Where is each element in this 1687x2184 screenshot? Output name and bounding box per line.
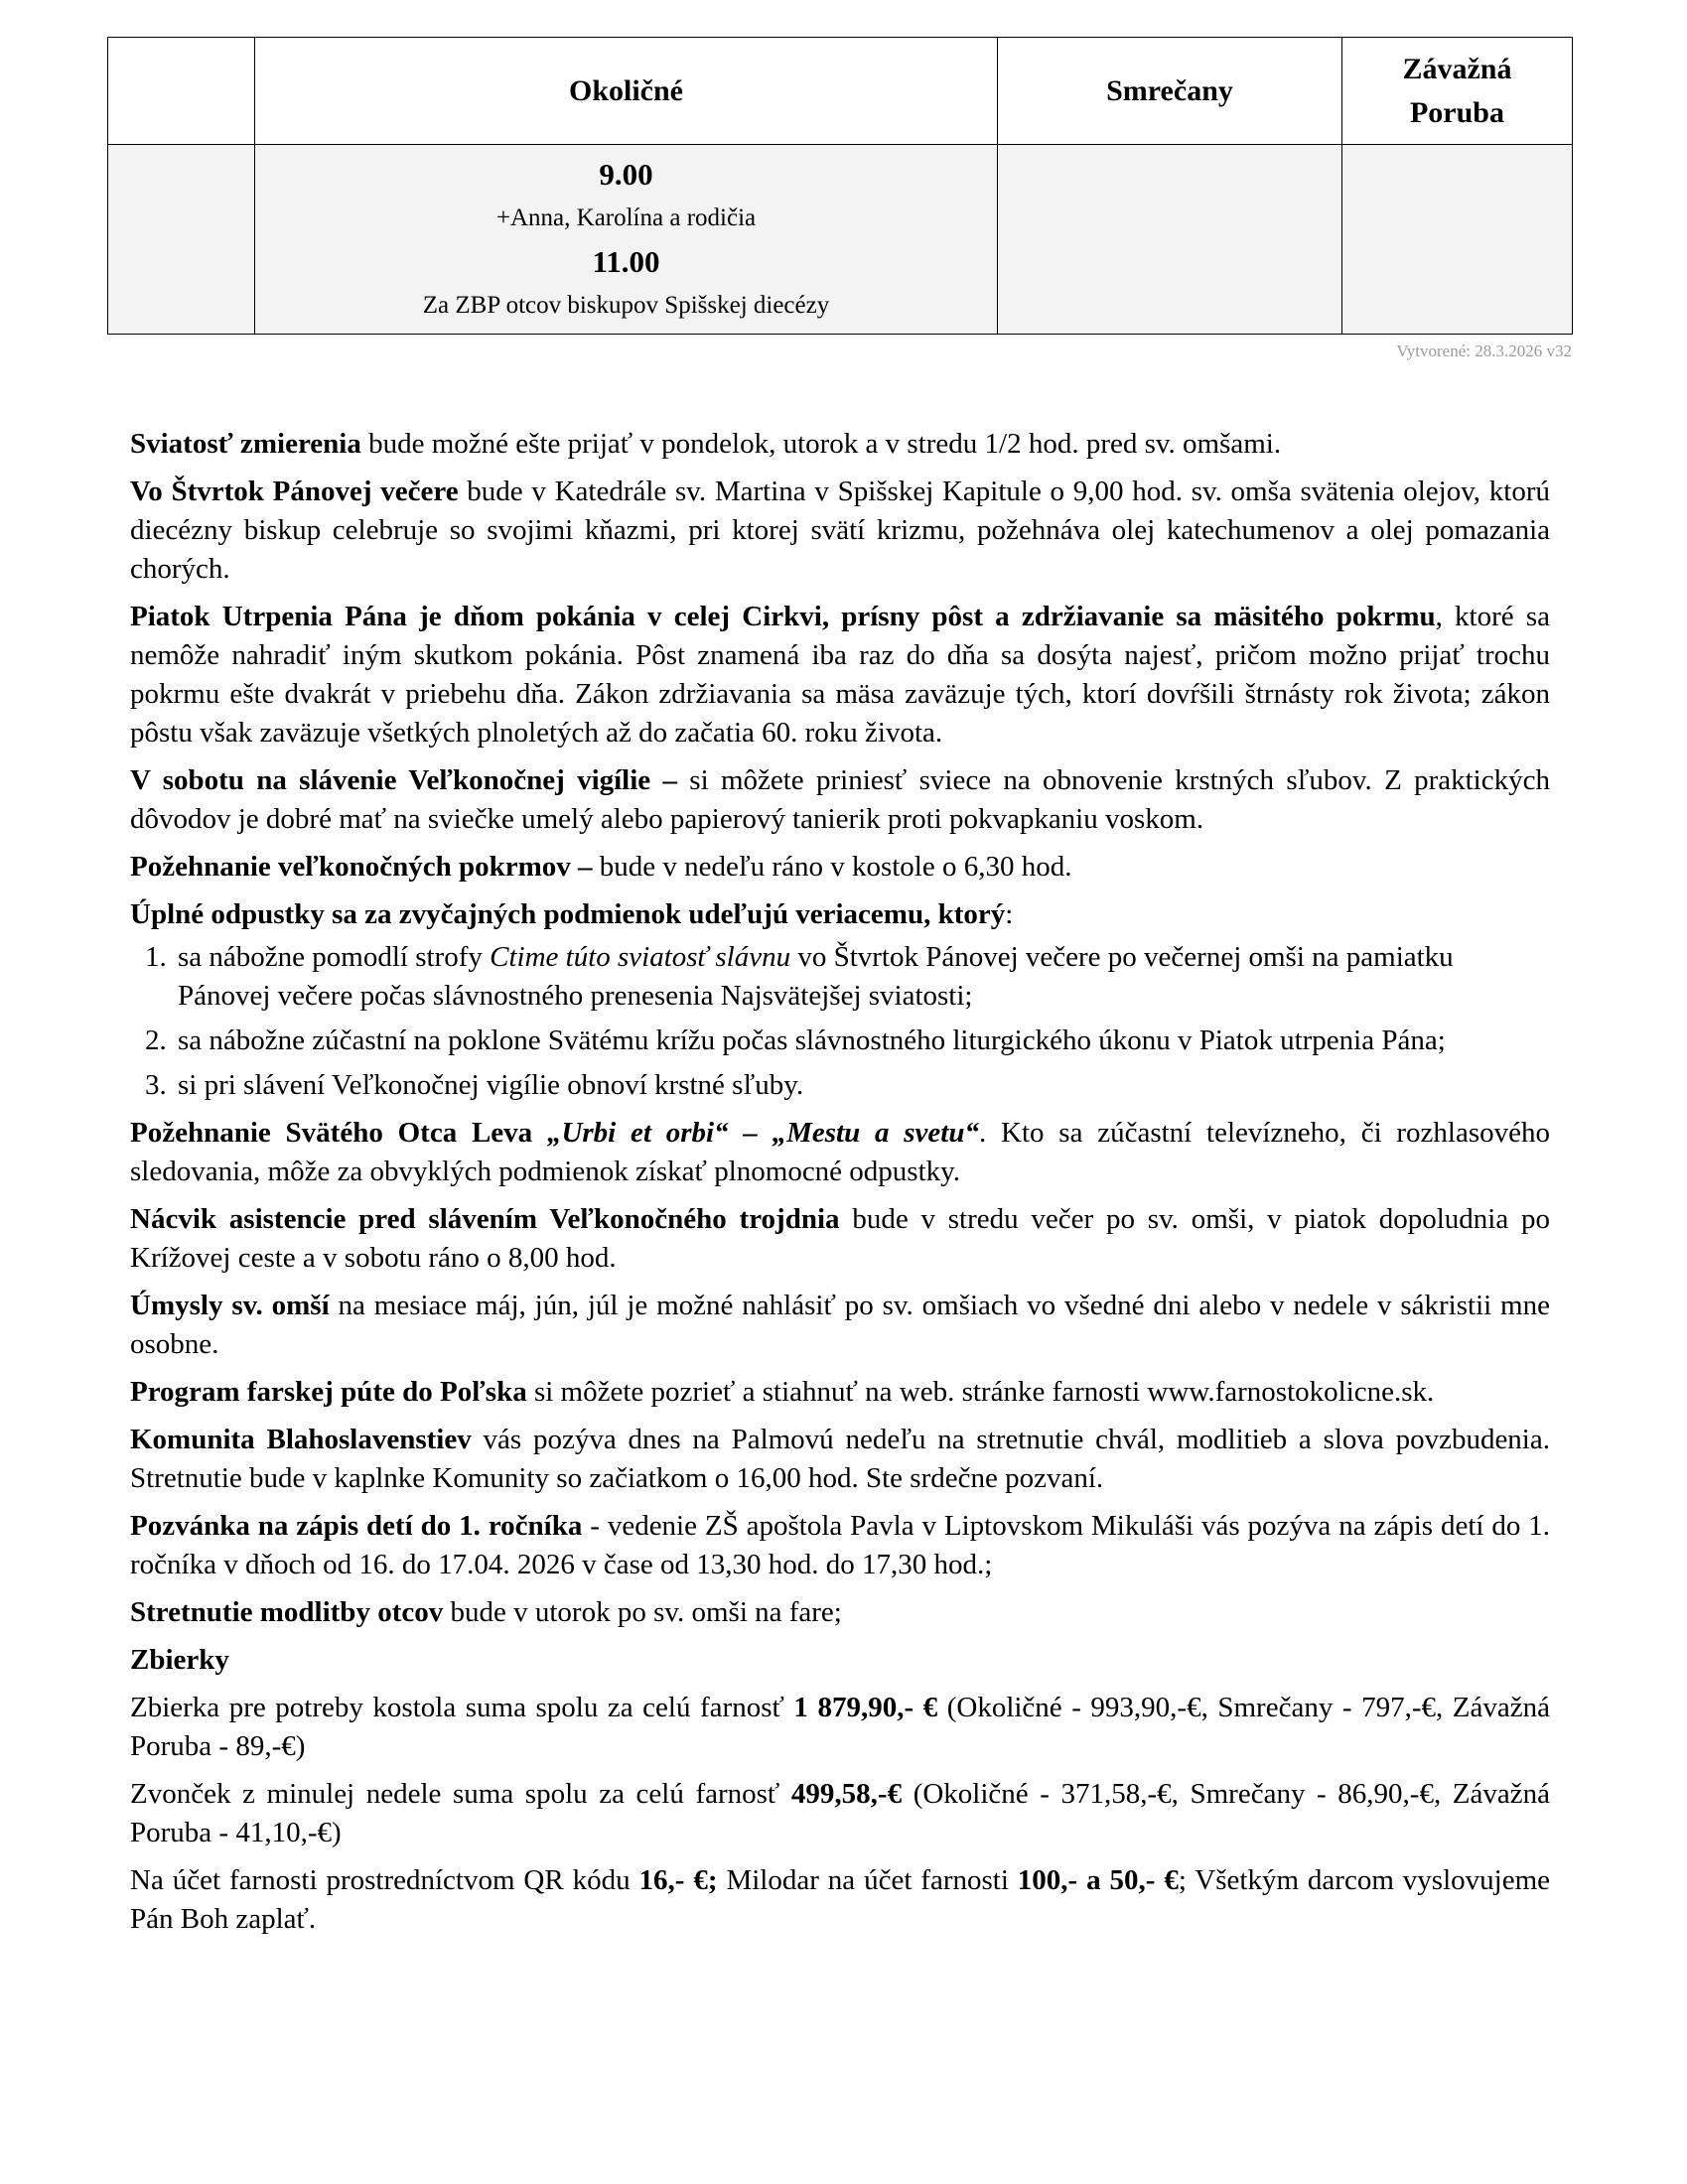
announcement-text: bude v nedeľu ráno v kostole o 6,30 hod. [592, 851, 1072, 883]
announcement-text: na mesiace máj, jún, júl je možné nahlásiť po sv. omšiach vo všedné dni alebo v nedele v sákristii mne osobne. [130, 1290, 1550, 1360]
list-item [174, 1022, 1550, 1060]
announcement-community [130, 1421, 1550, 1498]
announcement-text: bude v Katedrále sv. Martina v Spišskej Kapitule o 9,00 hod. sv. omša svätenia olejov, ktorú diecézny biskup celebruje so svojimi kňazmi, pri ktorej svätí krizmu, požehnáva olej katechumenov a olej pomazania chorých. [130, 476, 1550, 585]
indulgence-list [130, 938, 1550, 1105]
announcement-title: Vo Štvrtok Pánovej večere [130, 476, 459, 507]
announcement-indulgence [130, 895, 1550, 934]
announcement-title: Piatok Utrpenia Pána je dňom pokánia v celej Cirkvi, prísny pôst a zdržiavanie sa mäsitého pokrmu [130, 601, 1436, 632]
donation-amount: 16,- €; [638, 1864, 718, 1896]
announcement-school [130, 1507, 1550, 1584]
announcement-intentions [130, 1287, 1550, 1364]
announcement-title: Požehnanie Svätého Otca Leva [130, 1117, 547, 1149]
collection-text: Zvonček z minulej nedele suma spolu za celú farnosť [130, 1778, 791, 1810]
announcement-text: si môžete priniesť sviece na obnovenie krstných sľubov. Z praktických dôvodov je dobré mať na sviečke umelý alebo papierový tanierik proti pokvapkaniu voskom. [130, 764, 1550, 835]
list-item-text: si pri slávení Veľkonočnej vigílie obnoví krstné sľuby. [178, 1069, 804, 1101]
header-zavazna-poruba-label: Závažná Poruba [1402, 52, 1512, 129]
announcement-vigil [130, 761, 1550, 839]
mass-time: 11.00 [592, 244, 660, 279]
announcement-title: Sviatosť zmierenia [130, 428, 361, 460]
mass-intention: Za ZBP otcov biskupov Spišskej diecézy [422, 292, 830, 319]
collection-amount: 499,58,-€ [790, 1778, 903, 1810]
header-okolicne: Okoličné [255, 38, 998, 145]
okolicne-masses-cell [255, 145, 998, 335]
announcement-text: si môžete pozrieť a stiahnuť na web. stránke farnosti www.farnostokolicne.sk. [526, 1376, 1435, 1408]
collection-text: Zbierka pre potreby kostola suma spolu za celú farnosť [130, 1692, 794, 1723]
collection-text: (Okoličné - 371,58,-€, Smrečany - 86,90,-€, Závažná Poruba - 41,10,-€) [130, 1778, 1550, 1848]
list-item-text: sa nábožne pomodlí strofy [178, 941, 491, 973]
announcement-text: : [1005, 898, 1014, 930]
announcement-urbi-et-orbi [130, 1114, 1550, 1191]
announcement-thursday [130, 473, 1550, 589]
announcement-title: Požehnanie veľkonočných pokrmov – [130, 851, 593, 883]
announcement-fathers [130, 1593, 1550, 1632]
announcement-title: Úmysly sv. omší [130, 1290, 330, 1321]
announcement-text: vás pozýva dnes na Palmovú nedeľu na stretnutie chvál, modlitieb a slova povzbudenia. Stretnutie bude v kaplnke Komunity so začiatkom o 16,00 hod. Ste srdečne pozvaní. [130, 1424, 1550, 1494]
announcement-food-blessing [130, 848, 1550, 887]
day-cell [108, 145, 255, 335]
announcement-title: Úplné odpustky sa za zvyčajných podmienok udeľujú veriacemu, ktorý [130, 898, 1006, 930]
header-smrecany: Smrečany [998, 38, 1342, 145]
announcement-text: bude v utorok po sv. omši na fare; [443, 1596, 842, 1628]
announcement-text: , ktoré sa nemôže nahradiť iným skutkom pokánia. Pôst znamená iba raz do dňa sa dosýta najesť, pričom možno prijať trochu pokrmu ešte dvakrát v priebehu dňa. Zákon zdržiavania sa mäsa zaväzuje tých, ktorí dovŕšili štrnásty rok života; zákon pôstu však zaväzuje všetkých plnoletých až do začatia 60. roku života. [130, 601, 1550, 749]
announcement-text: bude možné ešte prijať v pondelok, utorok a v stredu 1/2 hod. pred sv. omšami. [360, 428, 1282, 460]
mass-intention: +Anna, Karolína a rodičia [495, 205, 757, 231]
section-heading: Zbierky [130, 1644, 229, 1676]
announcement-training [130, 1200, 1550, 1278]
announcement-title: Program farskej púte do Poľska [130, 1376, 527, 1408]
header-empty-cell [108, 38, 255, 145]
header-zavazna-poruba [1342, 38, 1573, 145]
smrecany-masses-cell [998, 145, 1342, 335]
announcement-confession [130, 425, 1550, 464]
list-item [174, 938, 1550, 1016]
mass-time: 9.00 [599, 157, 653, 192]
collection-bell [130, 1775, 1550, 1852]
collection-amount: 1 879,90,- € [793, 1692, 938, 1723]
announcement-title: V sobotu na slávenie Veľkonočnej vigílie – [130, 764, 677, 796]
announcement-title-italic: „Urbi et orbi“ – „Mestu a svetu“ [546, 1117, 979, 1149]
schedule-body-row [108, 145, 1573, 335]
announcement-text: bude v stredu večer po sv. omši, v piatok dopoludnia po Krížovej ceste a v sobotu ráno o 8,00 hod. [130, 1203, 1550, 1274]
announcement-title: Stretnutie modlitby otcov [130, 1596, 444, 1628]
donation-amount: 100,- a 50,- € [1017, 1864, 1179, 1896]
collection-text: (Okoličné - 993,90,-€, Smrečany - 797,-€, Závažná Poruba - 89,-€) [130, 1692, 1550, 1762]
donation-text: ; Všetkým darcom vyslovujeme Pán Boh zaplať. [130, 1864, 1551, 1935]
announcement-title: Nácvik asistencie pred slávením Veľkonočného trojdnia [130, 1203, 840, 1235]
collection-church-needs [130, 1689, 1550, 1766]
list-item-text: vo Štvrtok Pánovej večere po večernej omši na pamiatku Pánovej večere počas slávnostného prenesenia Najsvätejšej sviatosti; [178, 941, 1454, 1012]
schedule-header-row [108, 38, 1573, 145]
hymn-title: Ctime túto sviatosť slávnu [490, 941, 791, 973]
created-stamp: Vytvorené: 28.3.2026 v32 [1396, 341, 1572, 360]
zavazna-poruba-masses-cell [1342, 145, 1573, 335]
announcement-friday [130, 598, 1550, 752]
announcement-title: Komunita Blahoslavenstiev [130, 1424, 472, 1455]
donation-text: Milodar na účet farnosti [717, 1864, 1018, 1896]
announcement-pilgrimage [130, 1373, 1550, 1412]
mass-schedule-table [107, 37, 1573, 335]
donation-text: Na účet farnosti prostredníctvom QR kódu [130, 1864, 639, 1896]
list-item [174, 1066, 1550, 1105]
announcement-text: . Kto sa zúčastní televízneho, či rozhlasového sledovania, môže za obvyklých podmienok získať plnomocné odpustky. [130, 1117, 1551, 1187]
announcement-text: - vedenie ZŠ apoštola Pavla v Liptovskom Mikuláši vás pozýva na zápis detí do 1. ročníka v dňoch od 16. do 17.04. 2026 v čase od 13,30 hod. do 17,30 hod.; [130, 1510, 1550, 1580]
collections-heading [130, 1641, 1550, 1680]
donations [130, 1861, 1550, 1939]
list-item-text: sa nábožne zúčastní na poklone Svätému krížu počas slávnostného liturgického úkonu v Piatok utrpenia Pána; [178, 1024, 1446, 1056]
announcements [130, 425, 1550, 1948]
announcement-title: Pozvánka na zápis detí do 1. ročníka [130, 1510, 583, 1542]
